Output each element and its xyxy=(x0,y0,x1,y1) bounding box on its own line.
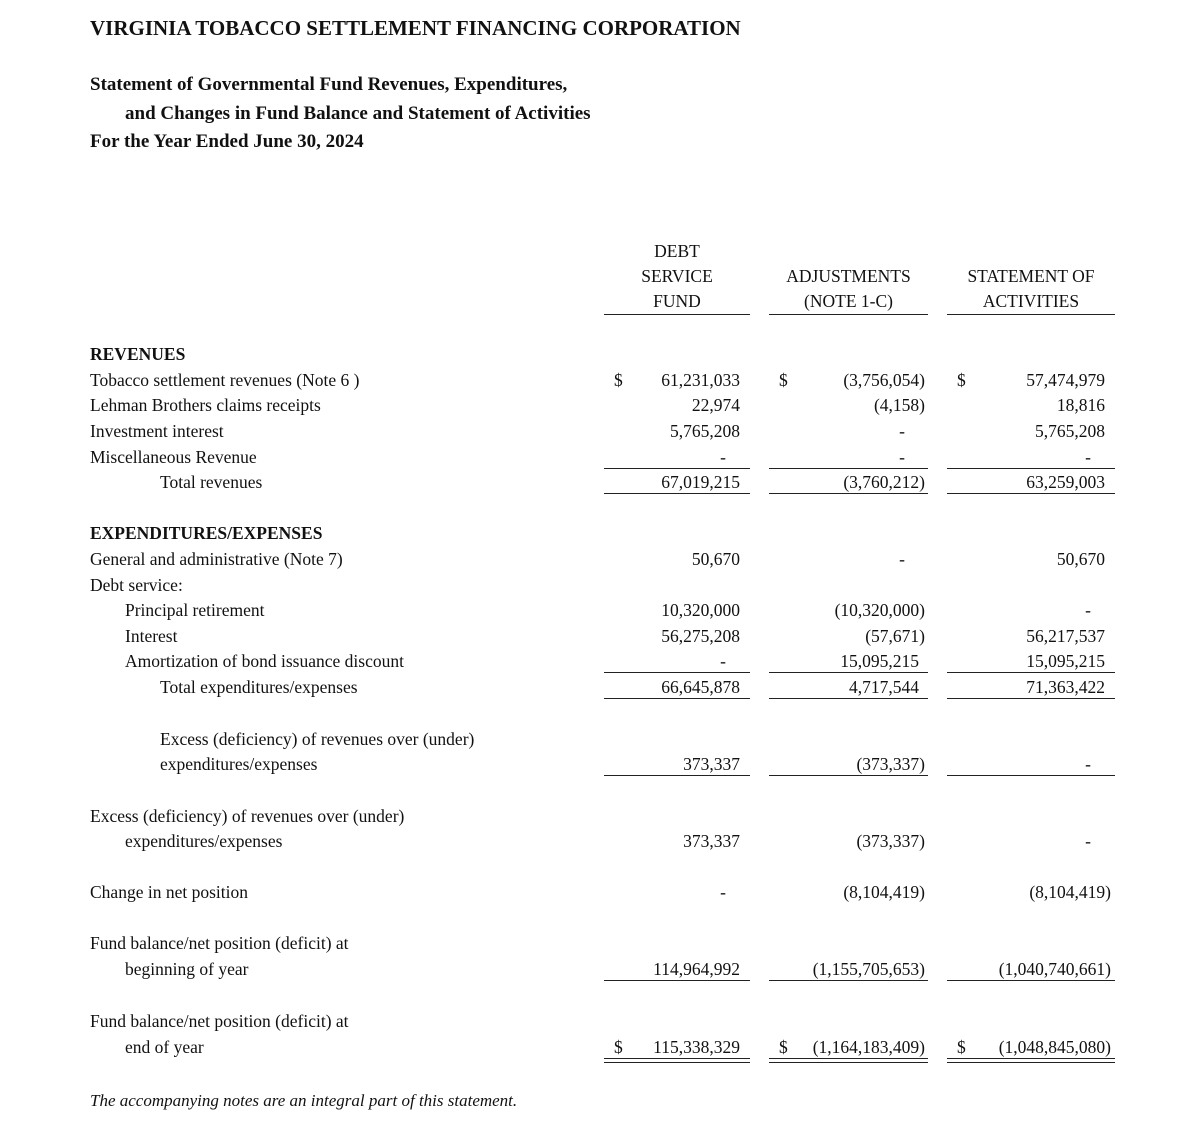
header-underline xyxy=(604,314,750,315)
row-label: Principal retirement xyxy=(125,600,265,620)
header-line: DEBT xyxy=(654,241,700,261)
underline xyxy=(604,775,750,776)
row-label: Investment interest xyxy=(90,421,224,441)
header-underline xyxy=(947,314,1115,315)
row-label: Excess (deficiency) of revenues over (under) xyxy=(90,806,405,826)
header-underline xyxy=(769,314,928,315)
row-label: Change in net position xyxy=(90,882,248,902)
amount-cell: 71,363,422 xyxy=(1026,677,1105,697)
column-header-adjustments xyxy=(769,265,928,312)
amount-cell: 10,320,000 xyxy=(661,600,740,620)
amount-cell: (8,104,419) xyxy=(843,882,925,902)
amount-cell: 15,095,215 xyxy=(840,651,919,671)
row-label: Amortization of bond issuance discount xyxy=(125,651,404,671)
amount-cell: - xyxy=(899,549,905,569)
header-line: ACTIVITIES xyxy=(982,291,1080,311)
header-line: FUND xyxy=(653,291,701,311)
statement-subtitle-line-2: and Changes in Fund Balance and Statement of Activities xyxy=(125,103,591,124)
underline xyxy=(947,493,1115,494)
amount-cell: 66,645,878 xyxy=(661,677,740,697)
row-label: Tobacco settlement revenues (Note 6 ) xyxy=(90,370,360,390)
underline xyxy=(947,980,1115,981)
underline xyxy=(947,468,1115,469)
row-label: Lehman Brothers claims receipts xyxy=(90,395,321,415)
row-label: Miscellaneous Revenue xyxy=(90,447,257,467)
header-line: SERVICE xyxy=(641,266,713,286)
statement-subtitle-line-1: Statement of Governmental Fund Revenues, Expenditures, xyxy=(90,74,568,95)
double-underline xyxy=(947,1058,1115,1063)
row-label: Debt service: xyxy=(90,575,183,595)
amount-cell: 56,275,208 xyxy=(661,626,740,646)
amount-cell: - xyxy=(1085,447,1091,467)
amount-cell: 373,337 xyxy=(683,754,740,774)
column-header-statement-of-activities xyxy=(947,265,1115,312)
amount-cell: - xyxy=(1085,600,1091,620)
amount-cell: 4,717,544 xyxy=(849,677,919,697)
amount-cell: (3,760,212) xyxy=(843,472,925,492)
amount-cell: 50,670 xyxy=(1056,549,1105,569)
row-label: Total expenditures/expenses xyxy=(160,677,358,697)
row-label: end of year xyxy=(125,1037,204,1057)
amount-cell: - xyxy=(1085,754,1091,774)
amount-cell: - xyxy=(899,447,905,467)
row-label: Interest xyxy=(125,626,178,646)
underline xyxy=(604,468,750,469)
amount-cell: 67,019,215 xyxy=(661,472,740,492)
header-line: (NOTE 1-C) xyxy=(804,291,893,311)
amount-cell: 63,259,003 xyxy=(1026,472,1105,492)
amount-cell: (373,337) xyxy=(856,754,925,774)
amount-cell: 56,217,537 xyxy=(1026,626,1105,646)
amount-cell: - xyxy=(899,421,905,441)
document-title: VIRGINIA TOBACCO SETTLEMENT FINANCING CORPORATION xyxy=(90,16,741,40)
amount-cell: (1,164,183,409) xyxy=(812,1037,925,1057)
row-label: General and administrative (Note 7) xyxy=(90,549,343,569)
amount-cell: (1,048,845,080) xyxy=(998,1037,1111,1057)
underline xyxy=(947,698,1115,699)
amount-cell: (3,756,054) xyxy=(843,370,925,390)
underline xyxy=(769,468,928,469)
header-line: ADJUSTMENTS xyxy=(786,266,911,286)
footnote: The accompanying notes are an integral part of this statement. xyxy=(90,1091,518,1110)
amount-cell: - xyxy=(1085,831,1091,851)
amount-cell: 61,231,033 xyxy=(661,370,740,390)
double-underline xyxy=(604,1058,750,1063)
underline xyxy=(604,698,750,699)
amount-cell: - xyxy=(720,651,726,671)
amount-cell: 50,670 xyxy=(691,549,740,569)
row-label: Excess (deficiency) of revenues over (under) xyxy=(160,729,475,749)
dollar-sign: $ xyxy=(779,370,788,390)
amount-cell: 22,974 xyxy=(691,395,740,415)
amount-cell: 114,964,992 xyxy=(653,959,740,979)
underline xyxy=(769,775,928,776)
amount-cell: (8,104,419) xyxy=(1029,882,1111,902)
amount-cell: 57,474,979 xyxy=(1026,370,1105,390)
column-header-debt-service-fund xyxy=(604,240,750,312)
amount-cell: - xyxy=(720,447,726,467)
row-label: Total revenues xyxy=(160,472,263,492)
double-underline xyxy=(769,1058,928,1063)
underline xyxy=(947,775,1115,776)
underline xyxy=(769,672,928,673)
row-label: expenditures/expenses xyxy=(160,754,318,774)
row-label: beginning of year xyxy=(125,959,249,979)
underline xyxy=(769,493,928,494)
header-line: STATEMENT OF xyxy=(967,266,1095,286)
statement-period: For the Year Ended June 30, 2024 xyxy=(90,131,364,152)
amount-cell: (10,320,000) xyxy=(834,600,925,620)
underline xyxy=(769,698,928,699)
dollar-sign: $ xyxy=(614,370,623,390)
dollar-sign: $ xyxy=(957,1037,966,1057)
amount-cell: - xyxy=(720,882,726,902)
amount-cell: 5,765,208 xyxy=(1035,421,1105,441)
row-label: expenditures/expenses xyxy=(125,831,283,851)
row-label: Fund balance/net position (deficit) at xyxy=(90,1011,349,1031)
underline xyxy=(604,980,750,981)
underline xyxy=(604,493,750,494)
underline xyxy=(604,672,750,673)
amount-cell: 373,337 xyxy=(683,831,740,851)
amount-cell: (1,155,705,653) xyxy=(812,959,925,979)
amount-cell: 18,816 xyxy=(1056,395,1105,415)
row-label: Fund balance/net position (deficit) at xyxy=(90,933,349,953)
amount-cell: (57,671) xyxy=(865,626,925,646)
row-label: REVENUES xyxy=(90,344,186,364)
amount-cell: 15,095,215 xyxy=(1026,651,1105,671)
amount-cell: (4,158) xyxy=(873,395,925,415)
amount-cell: 5,765,208 xyxy=(670,421,740,441)
underline xyxy=(947,672,1115,673)
dollar-sign: $ xyxy=(614,1037,623,1057)
dollar-sign: $ xyxy=(957,370,966,390)
amount-cell: 115,338,329 xyxy=(653,1037,740,1057)
amount-cell: (373,337) xyxy=(856,831,925,851)
underline xyxy=(769,980,928,981)
dollar-sign: $ xyxy=(779,1037,788,1057)
row-label: EXPENDITURES/EXPENSES xyxy=(90,523,323,543)
amount-cell: (1,040,740,661) xyxy=(998,959,1111,979)
